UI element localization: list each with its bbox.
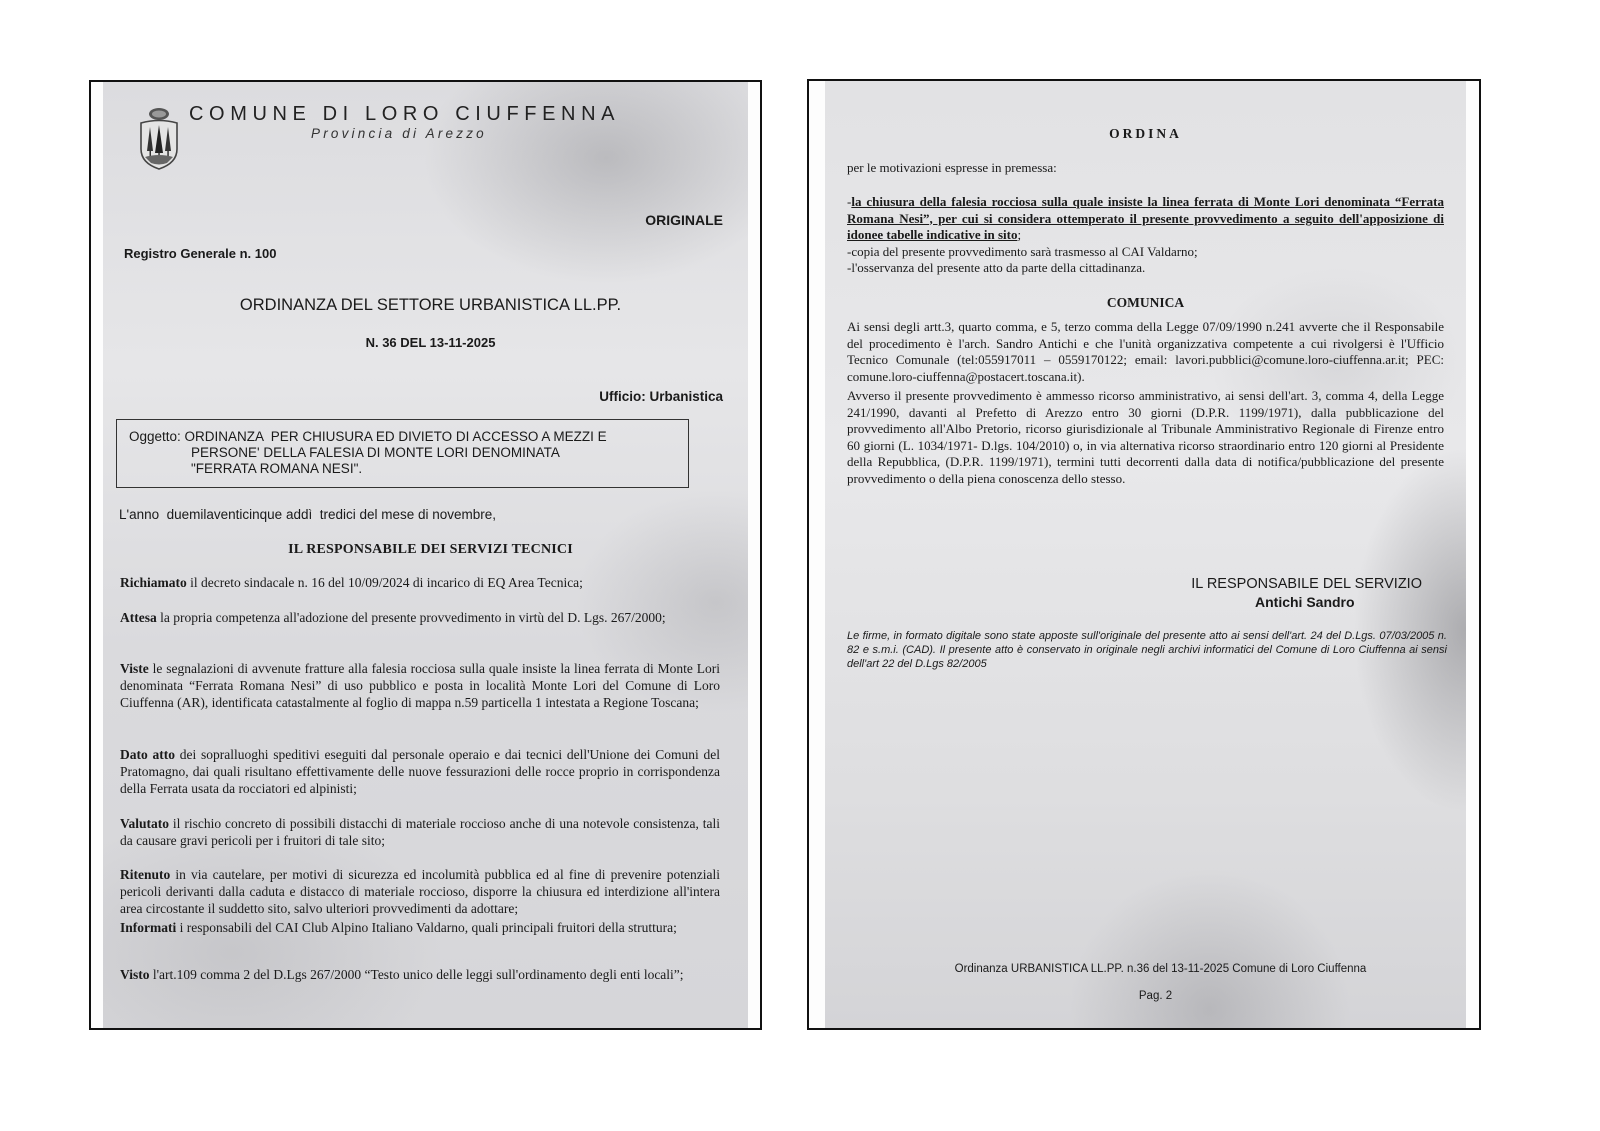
date-statement: L'anno duemilaventicinque addì tredici del mese di novembre, [119,507,497,522]
responsible-heading: IL RESPONSABILE DEI SERVIZI TECNICI [288,542,573,557]
subject-line-3: "FERRATA ROMANA NESI". [191,461,363,476]
orders-list [847,194,1444,277]
paragraph-valutato [120,815,720,849]
paragraph-visto [120,966,720,983]
ordina-heading: ORDINA [1109,126,1182,141]
document-status: ORIGINALE [645,212,723,228]
orders-intro: per le motivazioni espresse in premessa: [847,160,1057,175]
paragraph-text: il rischio concreto di possibili distacchi di materiale roccioso anche di una notevole consistenza, tali da causare gravi pericoli per i fruitori di tale sito; [120,816,720,848]
paragraph-text: l'art.109 comma 2 del D.Lgs 267/2000 “Testo unico delle leggi sull'ordinamento degli enti locali”; [149,967,684,982]
paragraph-lead: Dato atto [120,747,175,762]
municipality-name: COMUNE DI LORO CIUFFENNA [189,103,621,125]
order-item-copy: -copia del presente provvedimento sarà trasmesso al CAI Valdarno; [847,243,1198,259]
page-number: Pag. 2 [1138,990,1173,1002]
page-2-paper [825,81,1466,1028]
paragraph-text: i responsabili del CAI Club Alpino Italiano Valdarno, quali principali fruitori della struttura; [176,920,677,935]
digital-signature-note: Le firme, in formato digitale sono state apposte sull'originale del presente atto ai sensi dell'art. 24 del D.Lgs. 07/03/2005 n. 82 e s.m.i. (CAD). Il presente atto è conservato in originale negli archivi informatici del Comune di Loro Ciuffenna ai sensi dell'art 22 del D.Lgs 82/2005 [847,630,1447,670]
paragraph-informati [120,919,720,936]
signatory-name: Antichi Sandro [1255,594,1355,610]
paragraph-text: il decreto sindacale n. 16 del 10/09/2024 di incarico di EQ Area Tecnica; [186,575,583,590]
page-1-paper [103,82,748,1028]
paragraph-lead: Ritenuto [120,867,171,882]
order-item-observance: -l'osservanza del presente atto da parte della cittadinanza. [847,260,1146,275]
paragraph-lead: Viste [120,661,149,676]
subject-line-1: ORDINANZA PER CHIUSURA ED DIVIETO DI ACCESSO A MEZZI E [184,429,607,444]
order-item-closure [847,194,1444,244]
paragraph-lead: Informati [120,920,177,935]
paragraph-richiamato [120,574,720,591]
document-page-2 [807,79,1481,1030]
paragraph-text: la propria competenza all'adozione del presente provvedimento in virtù del D. Lgs. 267/2000; [156,610,666,625]
comunica-paragraph: Ai sensi degli artt.3, quarto comma, e 5, terzo comma della Legge 07/09/1990 n.241 avverte che il Responsabile del procedimento è l'arch. Sandro Antichi e che l'unità organizzativa competente a cui rivolgersi è l'Ufficio Tecnico Comunale (tel:055917011 – 0559170122; email: lavori.pubblici@comune.loro-ciuffenna.ar.it; PEC: comune.loro-ciuffenna@postacert.toscana.it). [847,319,1444,384]
subject-label: Oggetto: [129,429,185,444]
comunica-heading: COMUNICA [1106,295,1185,310]
office-label: Ufficio: Urbanistica [599,389,723,404]
ordinance-number: N. 36 DEL 13-11-2025 [365,335,496,350]
signatory-role: IL RESPONSABILE DEL SERVIZIO [1191,576,1422,592]
municipal-crest-icon [137,107,181,171]
paragraph-attesa [120,609,720,626]
paragraph-ritenuto [120,866,720,917]
paragraph-lead: Attesa [120,610,157,625]
document-page-1 [89,80,762,1030]
order-closure-text: la chiusura della falesia rocciosa sulla quale insiste la linea ferrata di Monte Lori denominata “Ferrata Romana Nesi”, per cui si considera ottemperato il presente provvedimento a seguito dell'apposizione di idonee tabelle indicative in sito [847,194,1444,242]
paragraph-text: in via cautelare, per motivi di sicurezza ed incolumità pubblica ed al fine di prevenire potenziali pericoli derivanti dalla caduta e distacco di materiale roccioso, disporre la chiusura ed interdizione all'intera area circostante il suddetto sito, salvo ulteriori provvedimenti da adottare; [120,867,720,916]
register-number: Registro Generale n. 100 [124,246,277,261]
ordinance-title: ORDINANZA DEL SETTORE URBANISTICA LL.PP. [239,296,622,314]
appeal-paragraph: Avverso il presente provvedimento è ammesso ricorso amministrativo, ai sensi dell'art. 3, comma 4, della Legge 241/1990, davanti al Prefetto di Arezzo entro 30 giorni (D.P.R. 1199/1971), dalla pubblicazione del provvedimento all'Albo Pretorio, ricorso giurisdizionale al Tribunale Amministrativo Regionale di Firenze entro 60 giorni (L. 1034/1971- D.lgs. 104/2010) o, in via alternativa ricorso straordinario entro 120 giorni al Presidente della Repubblica, (D.P.R. 1199/1971), termini tutti decorrenti dalla data di notifica/pubblicazione del presente provvedimento o della piena conoscenza dello stesso. [847,388,1444,486]
footer-reference: Ordinanza URBANISTICA LL.PP. n.36 del 13-11-2025 Comune di Loro Ciuffenna [954,963,1367,975]
paragraph-text: le segnalazioni di avvenute fratture alla falesia rocciosa sulla quale insiste la linea ferrata di Monte Lori denominata “Ferrata Romana Nesi” di uso pubblico e posta in località Monte Lori del Comune di Loro Ciuffenna (AR), identificata catastalmente al foglio di mappa n.59 particella 1 intestata a Regione Toscana; [120,661,720,710]
order-suffix: ; [1017,227,1022,242]
subject-box [116,419,689,488]
paragraph-lead: Richiamato [120,575,187,590]
paragraph-dato-atto [120,746,720,797]
paragraph-lead: Visto [120,967,150,982]
order-prefix: - [847,194,852,209]
paragraph-text: dei sopralluoghi speditivi eseguiti dal personale operaio e dai tecnici dell'Unione dei Comuni del Pratomagno, dai quali risultano effettivamente delle nuove fessurazioni delle rocce proprio in corrispondenza della Ferrata usata da rocciatori ed alpinisti; [120,747,720,796]
subject-line-2: PERSONE' DELLA FALESIA DI MONTE LORI DENOMINATA [191,445,560,460]
paragraph-lead: Valutato [120,816,170,831]
province-name: Provincia di Arezzo [311,126,487,141]
paragraph-viste [120,660,720,711]
